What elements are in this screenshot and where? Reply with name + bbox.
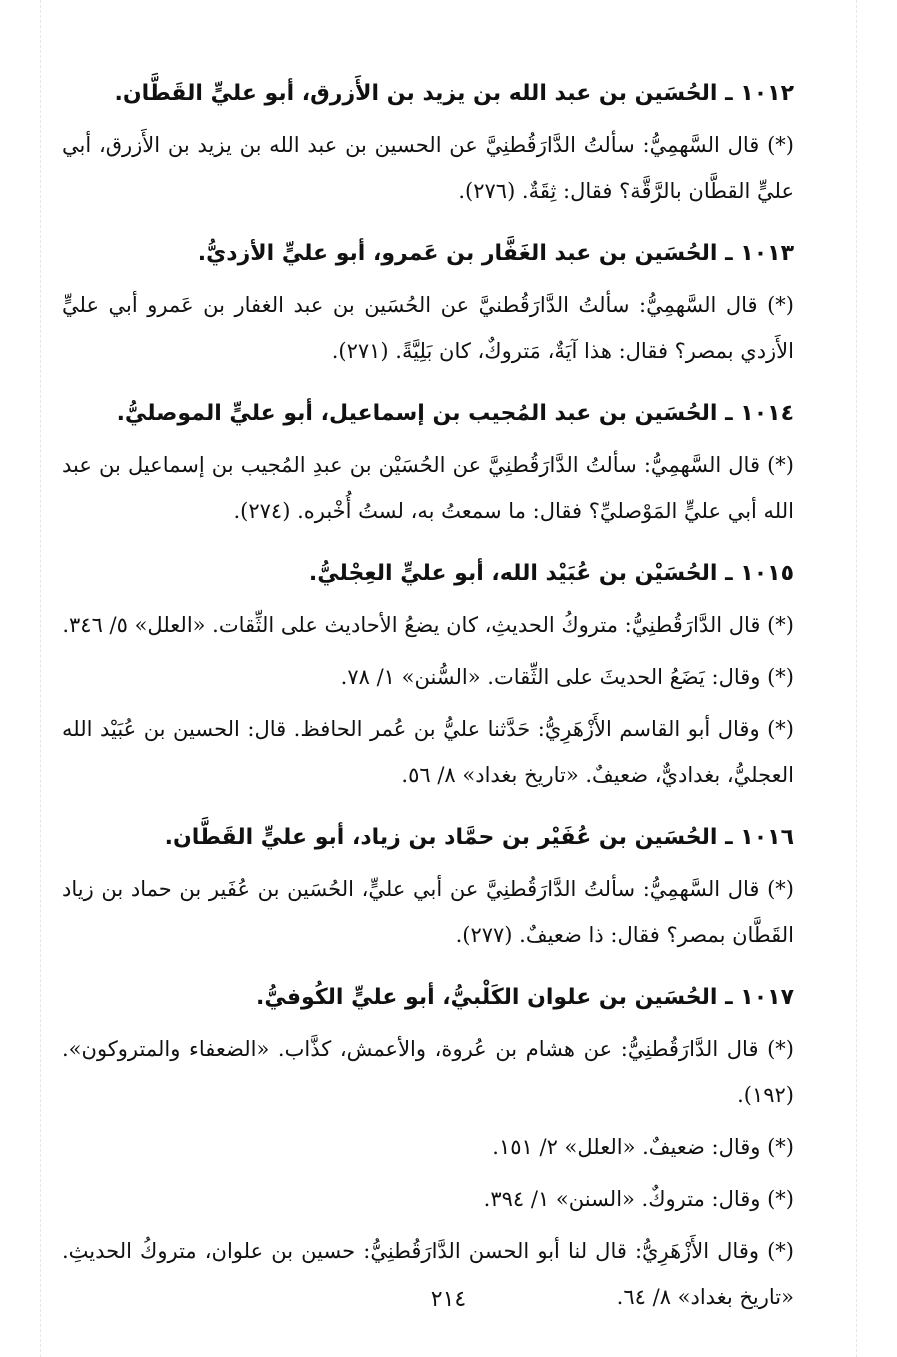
entry-1012 [62, 72, 834, 214]
entry-heading: ١٠١٧ ـ الحُسَين بن علوان الكَلْبيُّ، أبو عليٍّ الكُوفيُّ. [256, 985, 794, 1010]
entry-paragraph: (*) وقال: يَضَعُ الحديثَ على الثِّقات. «السُّنن» ١/ ٧٨. [340, 665, 794, 689]
entry-heading: ١٠١٣ ـ الحُسَين بن عبد الغَفَّار بن عَمرو، أبو عليٍّ الأزديُّ. [197, 241, 794, 266]
entry-paragraph: (*) قال السَّهمِيُّ: سألتُ الدَّارَقُطنِيَّ عن الحُسَيْن بن عبدِ المُجيب بن إسماعيل بن عبد الله أبي عليٍّ المَوْصليِّ؟ فقال: ما سمعتُ به، لستُ أُخْبره. (٢٧٤). [62, 453, 794, 523]
entry-paragraph: (*) وقال أبو القاسم الأَزْهَرِيُّ: حَدَّثنا عليُّ بن عُمر الحافظ. قال: الحسين بن عُبَيْد الله العجليُّ، بغداديٌّ، ضعيفٌ. «تاريخ بغداد» ٨/ ٥٦. [62, 717, 794, 787]
document-page [62, 72, 834, 1338]
entry-paragraph: (*) قال السَّهمِيُّ: سألتُ الدَّارَقُطنيَّ عن الحُسَين بن عبد الغفار بن عَمرو أبي عليٍّ الأَزدي بمصر؟ فقال: هذا آيَةٌ، مَتروكٌ، كان بَلِيَّةً. (٢٧١). [62, 293, 794, 363]
entry-paragraph: (*) قال الدَّارَقُطنِيُّ: متروكُ الحديثِ، كان يضعُ الأحاديث على الثِّقات. «العلل» ٥/ ٣٤٦. [62, 613, 794, 637]
entry-paragraph: (*) قال السَّهمِيُّ: سألتُ الدَّارَقُطنِيَّ عن الحسين بن عبد الله بن يزيد بن الأَزرق، أبي عليٍّ القطَّان بالرَّقَّة؟ فقال: ثِقَةٌ. (٢٧٦). [62, 133, 794, 203]
entry-paragraph: (*) قال السَّهمِيُّ: سألتُ الدَّارَقُطنِيَّ عن أبي عليٍّ، الحُسَين بن عُفَير بن حماد بن زياد القَطَّان بمصر؟ فقال: ذا ضعيفٌ. (٢٧٧). [62, 877, 794, 947]
entry-paragraph: (*) وقال: ضعيفٌ. «العلل» ٢/ ١٥١. [492, 1135, 794, 1159]
entry-1013 [62, 232, 834, 374]
margin-guide-left [40, 0, 42, 1357]
entry-heading: ١٠١٢ ـ الحُسَين بن عبد الله بن يزيد بن الأَزرق، أبو عليٍّ القَطَّان. [114, 81, 794, 106]
entry-heading: ١٠١٦ ـ الحُسَين بن عُفَيْر بن حمَّاد بن زياد، أبو عليٍّ القَطَّان. [164, 825, 794, 850]
entry-1014 [62, 392, 834, 534]
entry-1016 [62, 816, 834, 958]
entry-paragraph: (*) قال الدَّارَقُطنِيُّ: عن هشام بن عُروة، والأعمش، كذَّاب. «الضعفاء والمتروكون». (١٩٢). [62, 1037, 794, 1107]
entry-paragraph: (*) وقال: متروكٌ. «السنن» ١/ ٣٩٤. [483, 1187, 794, 1211]
entry-heading: ١٠١٤ ـ الحُسَين بن عبد المُجيب بن إسماعيل، أبو عليٍّ الموصليُّ. [116, 401, 794, 426]
margin-guide-right [856, 0, 858, 1357]
entry-1017 [62, 976, 834, 1320]
entry-heading: ١٠١٥ ـ الحُسَيْن بن عُبَيْد الله، أبو عليٍّ العِجْليُّ. [308, 561, 794, 586]
entry-paragraph: (*) وقال الأَزْهَرِيُّ: قال لنا أبو الحسن الدَّارَقُطنِيُّ: حسين بن علوان، متروكُ الحديثِ. «تاريخ بغداد» ٨/ ٦٤. [62, 1239, 794, 1309]
entry-1015 [62, 552, 834, 798]
page-number: ٢١٤ [430, 1287, 467, 1312]
